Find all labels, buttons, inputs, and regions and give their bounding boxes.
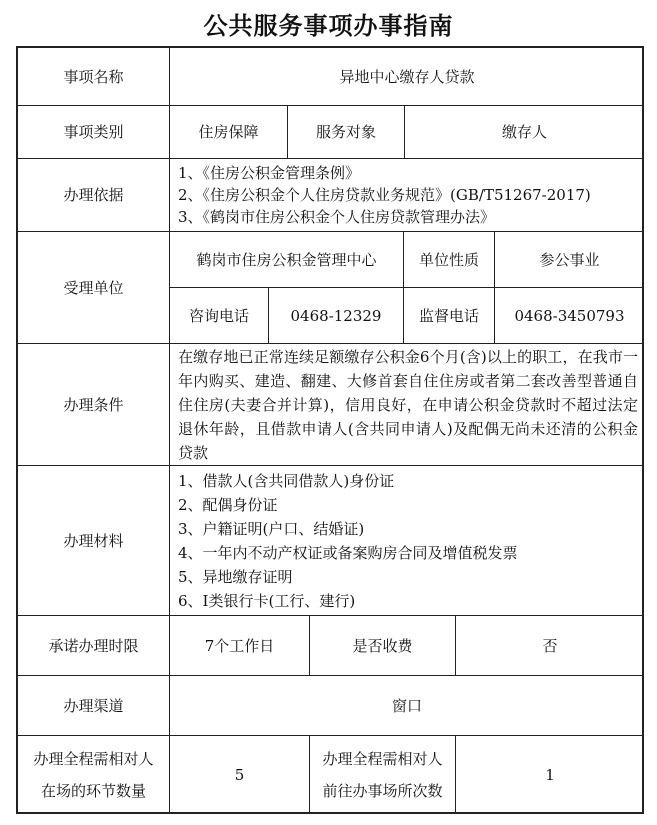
basis-list [170,159,644,232]
unit-label: 受理单位 [18,232,170,344]
material-item: 5、异地缴存证明 [178,567,293,586]
presence-label-line: 在场的环节数量 [40,782,146,800]
material-item: 1、借款人(含共同借款人)身份证 [178,471,395,490]
basis-item: 3、《鹤岗市住房公积金个人住房贷款管理办法》 [178,208,496,226]
consult-phone-value: 0468-12329 [269,288,404,344]
supervise-phone-value: 0468-3450793 [495,288,644,344]
item-category-label: 事项类别 [18,106,170,159]
item-category-value: 住房保障 [170,106,288,159]
presence-label [18,736,170,814]
service-target-label: 服务对象 [288,106,405,159]
material-item: 2、配偶身份证 [178,495,278,514]
unit-nature-label: 单位性质 [404,232,495,288]
basis-item: 1、《住房公积金管理条例》 [178,164,361,182]
basis-item: 2、《住房公积金个人住房贷款业务规范》(GB/T51267-2017) [178,186,591,204]
presence-value: 5 [170,736,310,814]
fee-value: 否 [456,616,644,676]
channel-label: 办理渠道 [18,676,170,736]
time-limit-value: 7个工作日 [170,616,310,676]
conditions-text: 在缴存地已正常连续足额缴存公积金6个月(含)以上的职工，在我市一年内购买、建造、翻建、大修首套自住住房或者第二套改善型普通自住住房(夫妻合并计算)，信用良好，在申请公积金贷款时不超过法定退休年龄，且借款申请人(含共同申请人)及配偶无尚未还清的公积金贷款 [170,344,644,466]
conditions-label: 办理条件 [18,344,170,466]
fee-label: 是否收费 [310,616,456,676]
service-target-value: 缴存人 [405,106,644,159]
consult-phone-label: 咨询电话 [170,288,269,344]
time-limit-label: 承诺办理时限 [18,616,170,676]
supervise-phone-label: 监督电话 [404,288,495,344]
materials-list [170,466,644,616]
channel-value: 窗口 [170,676,644,736]
guide-table [16,46,644,814]
material-item: 6、Ⅰ类银行卡(工行、建行) [178,591,356,610]
visits-label [310,736,456,814]
item-name-value: 异地中心缴存人贷款 [170,48,644,106]
unit-name: 鹤岗市住房公积金管理中心 [170,232,404,288]
visits-label-line: 前往办事场所次数 [322,782,443,800]
material-item: 3、户籍证明(户口、结婚证) [178,519,365,538]
presence-label-line: 办理全程需相对人 [33,750,154,768]
materials-label: 办理材料 [18,466,170,616]
basis-label: 办理依据 [18,159,170,232]
item-name-label: 事项名称 [18,48,170,106]
visits-value: 1 [545,766,555,784]
page-title: 公共服务事项办事指南 [203,12,454,40]
visits-label-line: 办理全程需相对人 [322,750,443,768]
material-item: 4、一年内不动产权证或备案购房合同及增值税发票 [178,543,518,562]
unit-nature-value: 参公事业 [495,232,644,288]
